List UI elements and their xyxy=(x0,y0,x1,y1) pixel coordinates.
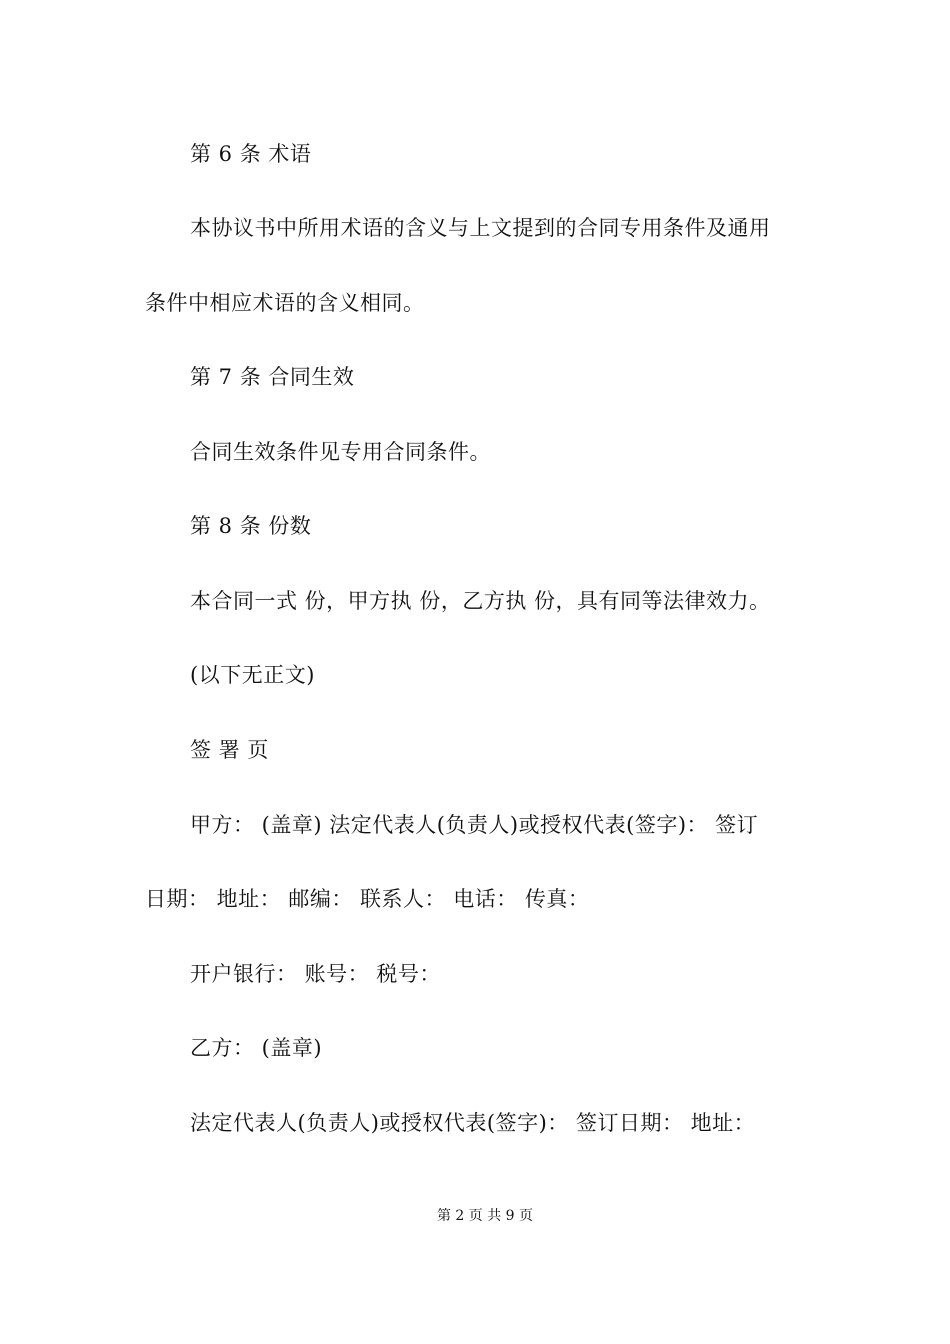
article-8-body: 本合同一式 份，甲方执 份，乙方执 份，具有同等法律效力。 xyxy=(190,589,771,613)
party-b-signature-line-1: 乙方： (盖章) xyxy=(190,1036,323,1060)
no-more-text-note: (以下无正文) xyxy=(190,663,315,687)
page-footer: 第 2 页 共 9 页 xyxy=(436,1208,534,1224)
article-6-heading: 第 6 条 术语 xyxy=(190,142,312,166)
party-a-bank-info: 开户银行： 账号： 税号： xyxy=(190,962,441,986)
party-a-signature-line-1: 甲方： (盖章) 法定代表人(负责人)或授权代表(签字)： 签订 xyxy=(190,813,759,837)
article-7-heading: 第 7 条 合同生效 xyxy=(190,365,355,389)
party-a-signature-line-2: 日期： 地址： 邮编： 联系人： 电话： 传真： xyxy=(145,887,590,911)
party-b-signature-line-2: 法定代表人(负责人)或授权代表(签字)： 签订日期： 地址： xyxy=(190,1111,756,1135)
article-6-body-line-1: 本协议书中所用术语的含义与上文提到的合同专用条件及通用 xyxy=(190,216,771,240)
signature-page-title: 签 署 页 xyxy=(190,738,269,762)
article-7-body: 合同生效条件见专用合同条件。 xyxy=(190,440,491,464)
article-6-body-line-2: 条件中相应术语的含义相同。 xyxy=(145,291,425,315)
article-8-heading: 第 8 条 份数 xyxy=(190,514,312,538)
